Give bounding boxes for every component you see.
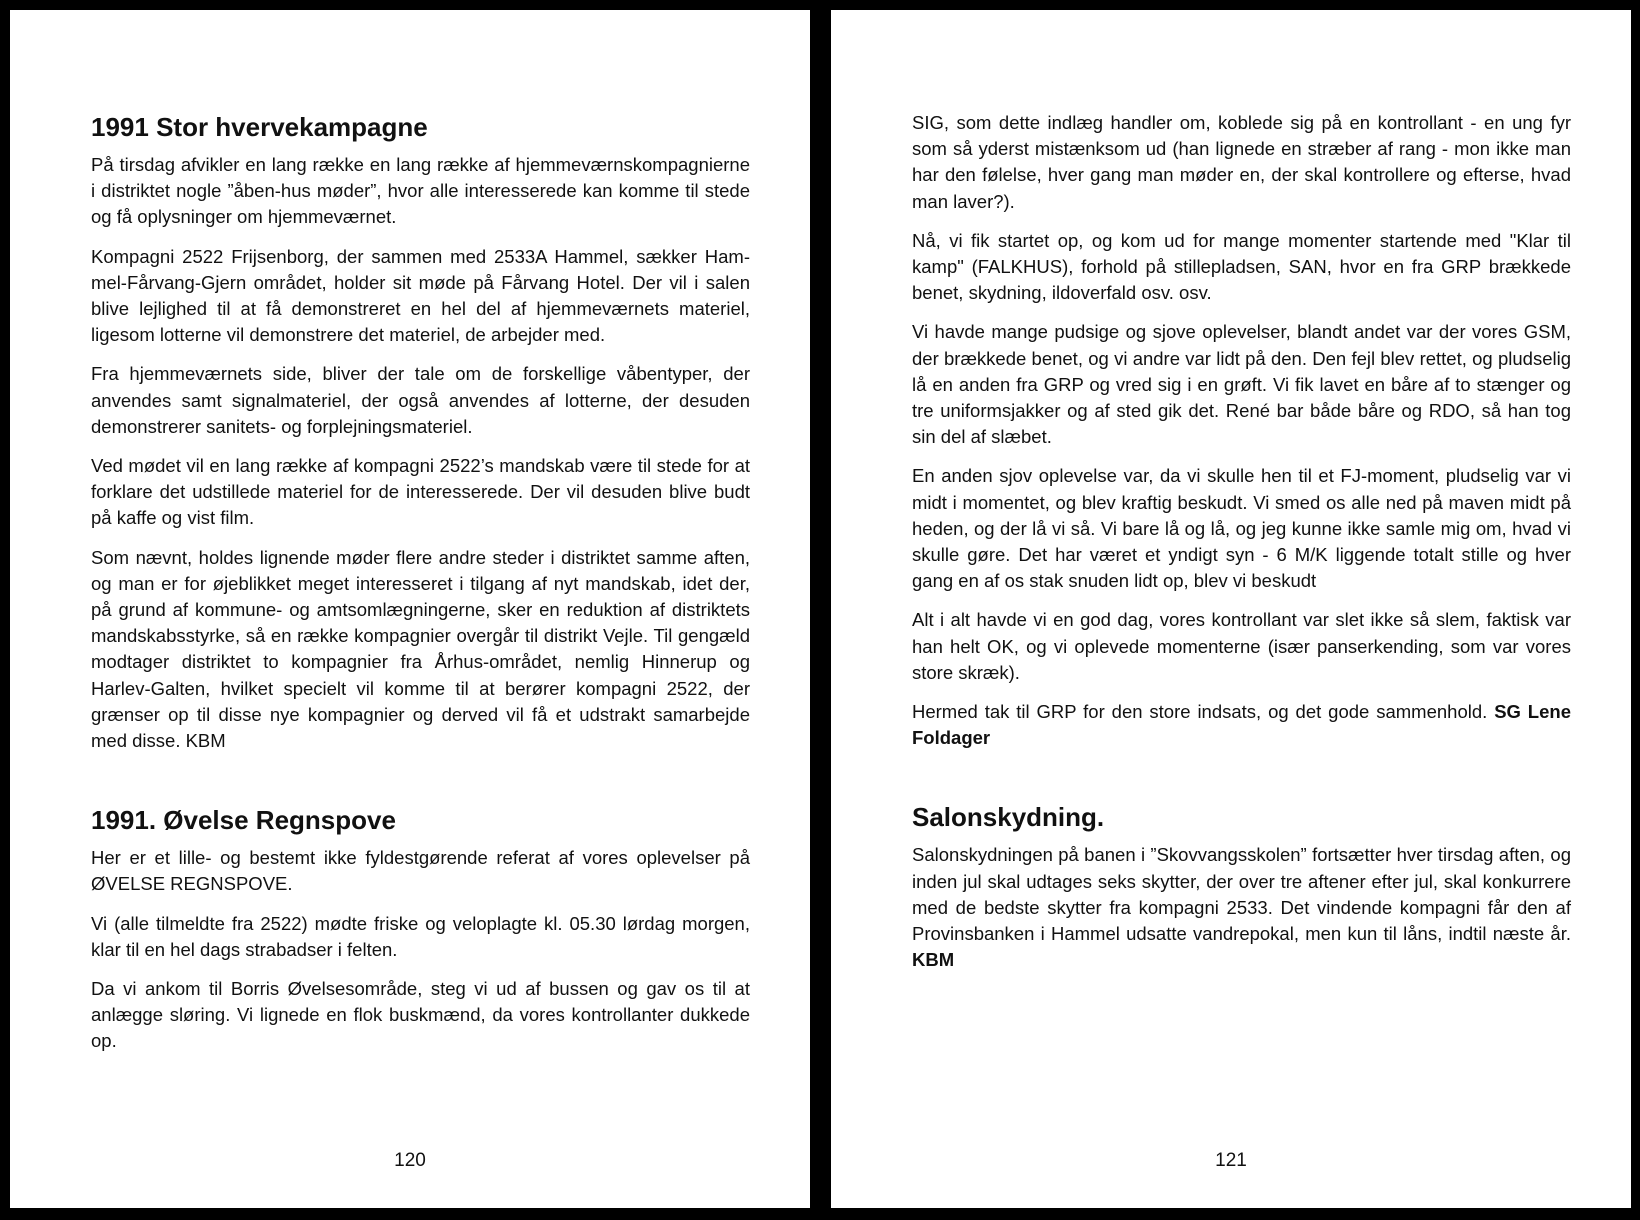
article-title-hvervekampagne: 1991 Stor hvervekampagne bbox=[91, 112, 428, 142]
article-text: Salonskydningen på banen i ”Skovvangsskolen” fortsætter hver tirsdag aften, og inden jul skal udtages seks skytter, der over tre aftener efter jul, skal konkurrere med de bedste skytter fra kompagni 2533. Det vindende kompagni får den af Provinsbanken i Hammel udsatte vandrepokal, men kun til låns, indtil næste år. bbox=[912, 844, 1571, 945]
article-paragraph: Nå, vi fik startet op, og kom ud for mange momenter startende med "Klar til kamp" (FALKHUS), forhold på stillepladsen, SAN, hvor en fra GRP brækkede benet, skydning, ildoverfald osv. osv. bbox=[912, 229, 1571, 304]
article-paragraph: Som nævnt, holdes lignende møder flere andre steder i distriktet samme aften, og man er for øjeblikket meget interesseret i tilgang af nyt mandskab, idet der, på grund af kommune- og amtsomlægningerne, sker en reduktion af distriktets mandskabsstyrke, så en række kompagnier overgår til distrikt Vejle. Til gengæld modtager distriktet to kompagnier fra Århus-området, nemlig Hinnerup og Harlev-Galten, hvilket specielt vil komme til at berører kompagni 2522, der grænser op til disse nye kompagnier og derved vil få et udstrakt samarbejde med disse. KBM bbox=[91, 546, 750, 752]
article-paragraph: Ved mødet vil en lang række af kompagni 2522’s mandskab være til stede for at forklare det udstillede materiel for de interesserede. Der vil desuden blive budt på kaffe og vist film. bbox=[91, 455, 750, 529]
page-number: 120 bbox=[394, 1150, 426, 1171]
article-paragraph bbox=[912, 842, 1571, 973]
section-spacer bbox=[91, 767, 750, 803]
article-paragraph: Her er et lille- og bestemt ikke fyldestgørende referat af vores oplevelser på ØVELSE REGNSPOVE. bbox=[91, 847, 750, 895]
left-page bbox=[10, 10, 810, 1208]
left-page-content bbox=[91, 110, 750, 1068]
article-paragraph: Fra hjemmeværnets side, bliver der tale om de forskellige våbentyper, der anvendes samt signalmateriel, der også anvendes af lotterne, der desuden demonstrerer sanitets- og forplejningsmateriel. bbox=[91, 363, 750, 437]
article-paragraph: SIG, som dette indlæg handler om, koblede sig på en kontrollant - en ung fyr som så yderst mistænksom ud (han lignede en stræber af rang - mon ikke man har den følelse, hver gang man møder en, der skal kontrollere og efterse, hvad man laver?). bbox=[912, 112, 1571, 212]
article-paragraph: Alt i alt havde vi en god dag, vores kontrollant var slet ikke så slem, faktisk var han helt OK, og vi oplevede momenterne (især panserkending, som var vores store skræk). bbox=[912, 609, 1571, 683]
closing-text: Hermed tak til GRP for den store indsats, og det gode sammenhold. bbox=[912, 701, 1495, 723]
article-paragraph: Da vi ankom til Borris Øvelsesområde, steg vi ud af bussen og gav os til at anlægge sløring. Vi lignede en flok buskmænd, da vores kontrollanter dukkede op. bbox=[91, 978, 750, 1052]
closing-signature: SG Lene Foldager bbox=[912, 701, 1571, 749]
closing-paragraph bbox=[912, 699, 1571, 751]
right-page-content bbox=[912, 110, 1571, 986]
article-title-regnspove: 1991. Øvelse Regnspove bbox=[91, 805, 396, 836]
article-paragraph: Kompagni 2522 Frijsenborg, der sammen med 2533A Hammel, sækker Hammel-Fårvang-Gjern området, holder sit møde på Fårvang Hotel. Der vil i salen blive lejlighed til at få demonstreret en hel del af hjemmeværnets materiel, ligesom lotterne vil demonstrere det materiel, de arbejder med. bbox=[91, 245, 750, 346]
article-paragraph: På tirsdag afvikler en lang række en lang række af hjemmeværnskompagnierne i distriktet nogle ”åben-hus møder”, hvor alle interesserede kan komme til stede og få oplysninger om hjemmeværnet. bbox=[91, 154, 750, 228]
article-title-salonskydning: Salonskydning. bbox=[912, 802, 1105, 833]
right-page bbox=[831, 10, 1631, 1208]
article-paragraph: Vi havde mange pudsige og sjove oplevelser, blandt andet var der vores GSM, der brækkede benet, og vi andre var lidt på den. Den fejl blev rettet, og pludselig lå en anden fra GRP og vred sig i en grøft. Vi fik lavet en båre af to stænger og tre uniformsjakker og af sted gik det. René bar både båre og RDO, så han tog sin del af slæbet. bbox=[912, 321, 1571, 448]
article-signature: KBM bbox=[912, 949, 955, 971]
page-number: 121 bbox=[1215, 1150, 1247, 1171]
article-paragraph: Vi (alle tilmeldte fra 2522) mødte friske og veloplagte kl. 05.30 lørdag morgen, klar til en hel dags strabadser i felten. bbox=[91, 912, 750, 960]
article-paragraph: En anden sjov oplevelse var, da vi skulle hen til et FJ-moment, pludselig var vi midt i momentet, og blev kraftig beskudt. Vi smed os alle ned på maven midt på heden, og der lå vi så. Vi bare lå og lå, og jeg kunne ikke samle mig om, hvad vi skulle gøre. Det har været et yndigt syn - 6 M/K liggende totalt stille og hver gang en af os stak snuden lidt op, blev vi beskudt bbox=[912, 465, 1571, 592]
section-spacer bbox=[912, 764, 1571, 800]
